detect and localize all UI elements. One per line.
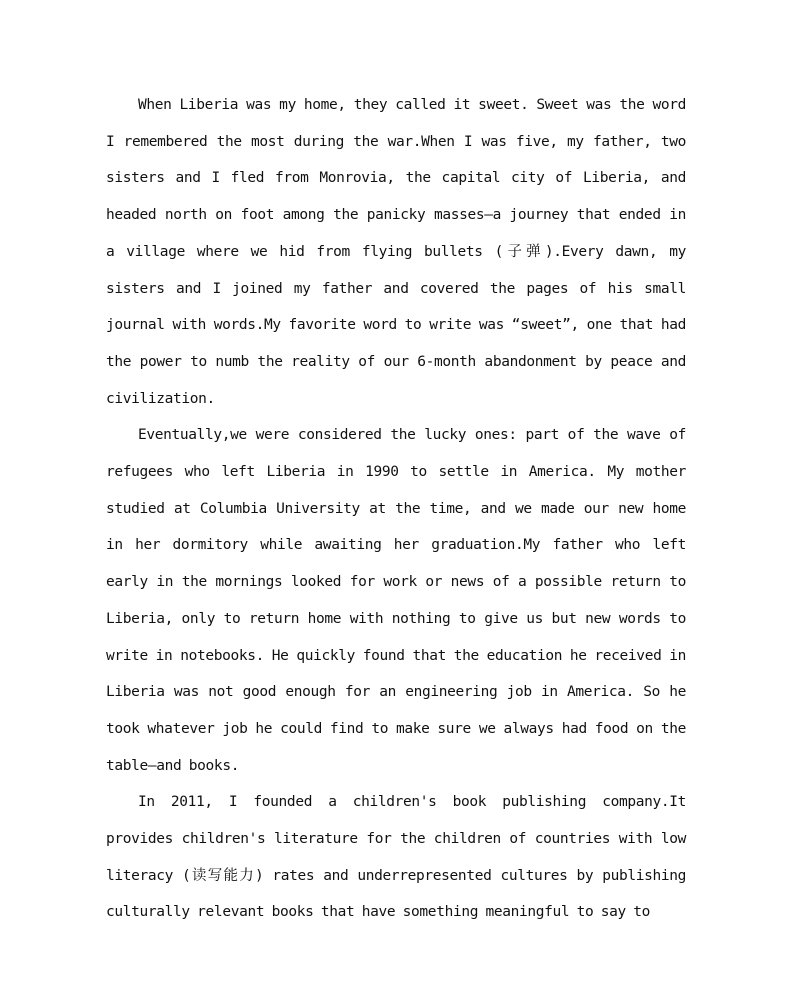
document-body: [106, 87, 686, 931]
paragraph-2: Eventually,we were considered the lucky ones: part of the wave of refugees who left Liberia in 1990 to settle in America. My mother studied at Columbia University at the time, and we made our new home in her dormitory while awaiting her graduation.My father who left early in the mornings looked for work or news of a possible return to Liberia, only to return home with nothing to give us but new words to write in notebooks. He quickly found that the education he received in Liberia was not good enough for an engineering job in America. So he took whatever job he could find to make sure we always had food on the table—and books.: [106, 427, 686, 774]
paragraph-3: In 2011, I founded a children's book publishing company.It provides children's literature for the children of countries with low literacy (读写能力) rates and underrepresented cultures by publishing culturally relevant books that have something meaningful to say to: [106, 794, 686, 921]
paragraph-1: When Liberia was my home, they called it sweet. Sweet was the word I remembered the most during the war.When I was five, my father, two sisters and I fled from Monrovia, the capital city of Liberia, and headed north on foot among the panicky masses—a journey that ended in a village where we hid from flying bullets (子弹).Every dawn, my sisters and I joined my father and covered the pages of his small journal with words.My favorite word to write was “sweet”, one that had the power to numb the reality of our 6-month abandonment by peace and civilization.: [106, 97, 686, 407]
